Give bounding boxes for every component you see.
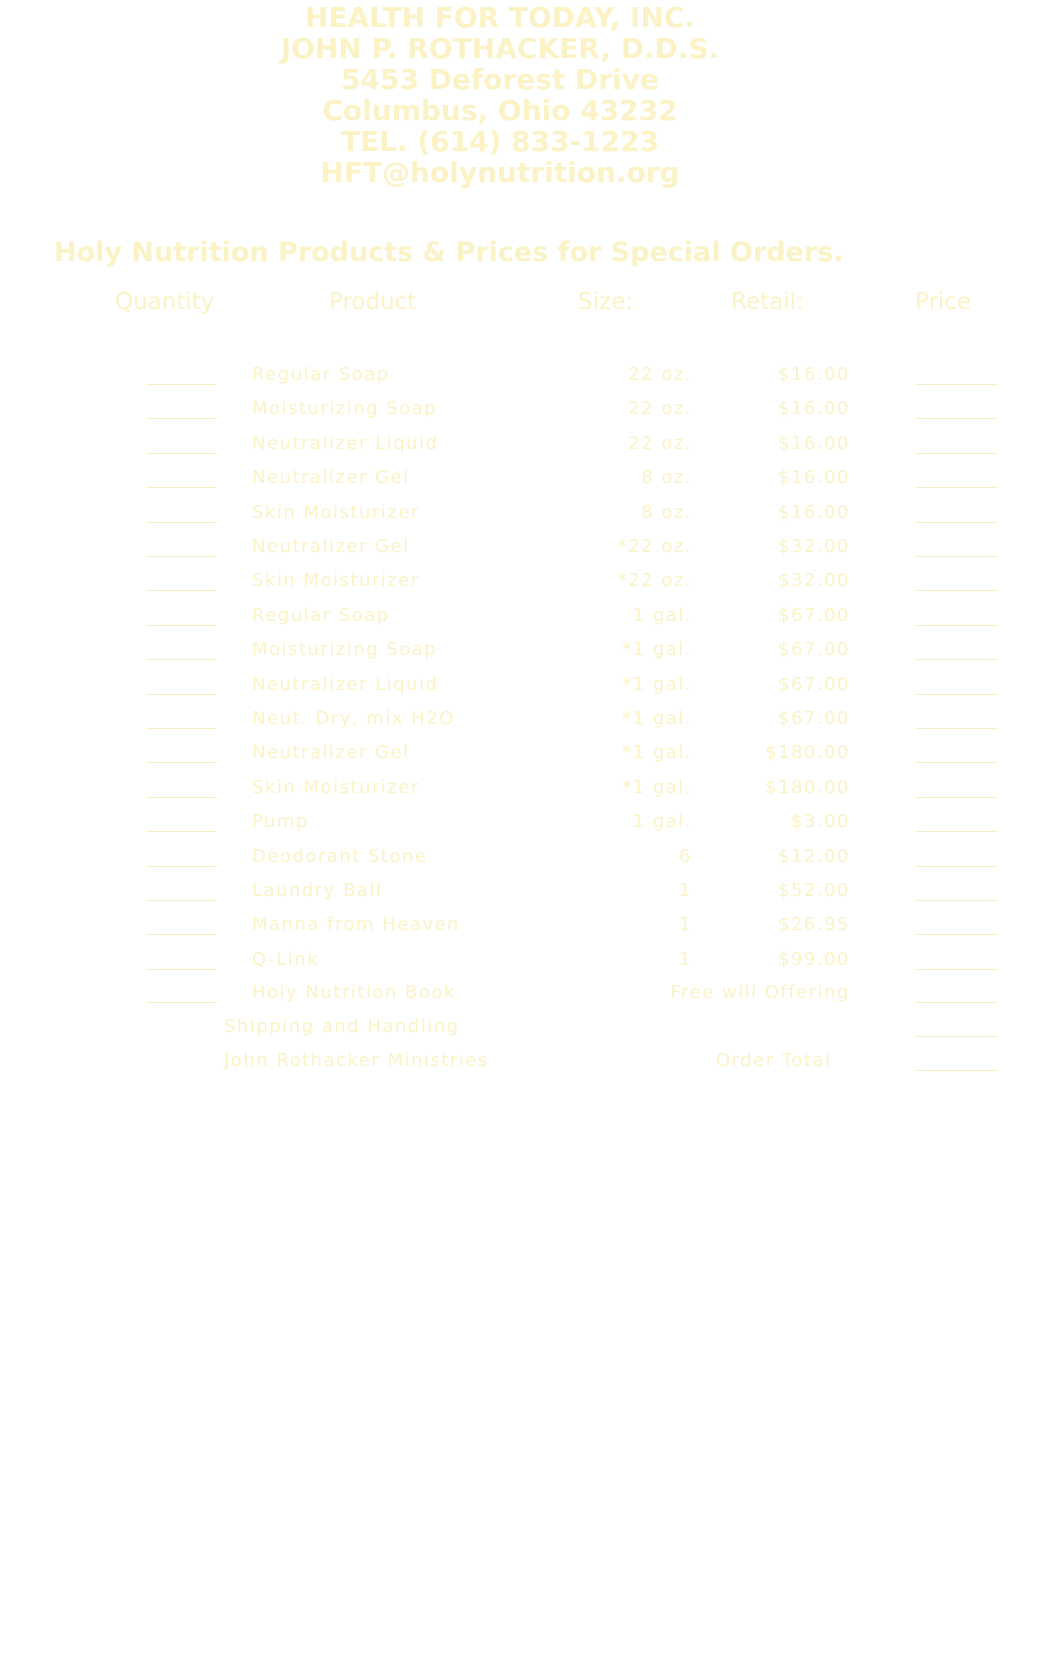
retail-price: $52.00 (778, 880, 850, 901)
quantity-blank[interactable] (146, 418, 216, 419)
retail-price: $32.00 (778, 570, 850, 592)
retail-price: $3.00 (790, 811, 850, 833)
product-name: Neut. Dry, mix H2O (252, 708, 455, 729)
retail-price: $67.00 (778, 639, 850, 661)
quantity-blank[interactable] (146, 1002, 216, 1003)
street-address: 5453 Deforest Drive (341, 63, 659, 96)
product-name: Laundry Ball (252, 880, 383, 901)
product-size: *1 gal. (622, 708, 692, 729)
product-name: Q-Link (252, 948, 320, 970)
product-size: 8 oz. (641, 467, 692, 489)
price-blank[interactable] (916, 866, 998, 867)
ministries-label: John Rothacker Ministries (224, 1050, 489, 1071)
product-name: Holy Nutrition Book (252, 982, 456, 1003)
retail-price: $26.95 (778, 914, 850, 936)
retail-price: $67.00 (778, 604, 850, 626)
product-name: Regular Soap (252, 604, 390, 626)
quantity-blank[interactable] (146, 762, 216, 763)
product-name: Neutralizer Gel (252, 742, 410, 764)
product-name: Neutralizer Liquid (252, 432, 439, 454)
product-name: Neutralizer Gel (252, 467, 410, 489)
product-size: 6 (679, 845, 692, 867)
price-blank[interactable] (916, 522, 998, 523)
product-name: Moisturizing Soap (252, 639, 438, 661)
quantity-blank[interactable] (146, 487, 216, 488)
product-name: Regular Soap (252, 364, 390, 385)
price-blank[interactable] (916, 797, 998, 798)
quantity-blank[interactable] (146, 934, 216, 935)
quantity-header: Quantity (115, 289, 215, 315)
retail-price: $67.00 (778, 673, 850, 695)
price-blank[interactable] (916, 384, 998, 385)
shipping-label: Shipping and Handling (224, 1016, 460, 1037)
quantity-blank[interactable] (146, 797, 216, 798)
quantity-blank[interactable] (146, 900, 216, 901)
retail-price: $32.00 (778, 536, 850, 557)
shipping-price-blank[interactable] (916, 1036, 998, 1037)
city-address: Columbus, Ohio 43232 (322, 94, 678, 127)
order-total-label: Order Total (716, 1050, 832, 1071)
product-name: Skin Moisturizer (252, 570, 420, 592)
quantity-blank[interactable] (146, 659, 216, 660)
product-name: Manna from Heaven (252, 914, 461, 936)
price-blank[interactable] (916, 934, 998, 935)
product-name: Skin Moisturizer (252, 776, 420, 798)
retail-header: Retail: (731, 289, 804, 315)
price-blank[interactable] (916, 590, 998, 591)
quantity-blank[interactable] (146, 556, 216, 557)
retail-price: $16.00 (778, 364, 850, 385)
product-name: Skin Moisturizer (252, 501, 420, 523)
product-name: Pump (252, 811, 309, 833)
product-name: Deodorant Stone (252, 845, 428, 867)
order-form-title: Holy Nutrition Products & Prices for Special Orders. (54, 237, 844, 268)
quantity-blank[interactable] (146, 625, 216, 626)
quantity-blank[interactable] (146, 969, 216, 970)
product-size: *1 gal. (622, 639, 692, 661)
company-name: HEALTH FOR TODAY, INC. (304, 1, 696, 34)
product-size: *1 gal. (622, 673, 692, 695)
product-size: 1 (679, 880, 692, 901)
retail-price: $180.00 (765, 742, 850, 764)
product-size: 22 oz. (628, 432, 692, 454)
retail-price: $180.00 (765, 776, 850, 798)
order-total-blank[interactable] (916, 1070, 998, 1071)
quantity-blank[interactable] (146, 831, 216, 832)
product-size: *22 oz. (617, 570, 692, 592)
price-blank[interactable] (916, 487, 998, 488)
retail-price: $16.00 (778, 432, 850, 454)
quantity-blank[interactable] (146, 522, 216, 523)
product-size: *1 gal. (622, 776, 692, 798)
price-blank[interactable] (916, 1002, 998, 1003)
product-name: Neutralizer Liquid (252, 673, 439, 695)
price-blank[interactable] (916, 556, 998, 557)
quantity-blank[interactable] (146, 694, 216, 695)
product-size: 1 (679, 914, 692, 936)
product-size: *22 oz. (617, 536, 692, 557)
quantity-blank[interactable] (146, 728, 216, 729)
product-size: 1 (679, 948, 692, 970)
product-size: 22 oz. (628, 364, 692, 385)
product-header: Product (329, 289, 417, 315)
product-size: 8 oz. (641, 501, 692, 523)
product-size: *1 gal. (622, 742, 692, 764)
quantity-blank[interactable] (146, 384, 216, 385)
price-blank[interactable] (916, 694, 998, 695)
quantity-blank[interactable] (146, 590, 216, 591)
product-size: 22 oz. (628, 398, 692, 420)
product-name: Neutralizer Gel (252, 536, 410, 557)
retail-price: $12.00 (778, 845, 850, 867)
product-size: 1 gal. (632, 604, 692, 626)
email-address: HFT@holynutrition.org (320, 156, 680, 189)
phone-number: TEL. (614) 833-1223 (340, 125, 660, 158)
price-blank[interactable] (916, 418, 998, 419)
price-blank[interactable] (916, 625, 998, 626)
doctor-name: JOHN P. ROTHACKER, D.D.S. (280, 32, 720, 65)
quantity-blank[interactable] (146, 453, 216, 454)
price-header: Price (915, 289, 972, 315)
price-blank[interactable] (916, 762, 998, 763)
price-blank[interactable] (916, 728, 998, 729)
size-header: Size: (578, 289, 633, 315)
price-blank[interactable] (916, 900, 998, 901)
retail-price: Free will Offering (670, 982, 850, 1003)
product-size: 1 gal. (632, 811, 692, 833)
retail-price: $16.00 (778, 501, 850, 523)
price-blank[interactable] (916, 831, 998, 832)
product-name: Moisturizing Soap (252, 398, 438, 420)
price-blank[interactable] (916, 453, 998, 454)
quantity-blank[interactable] (146, 866, 216, 867)
price-blank[interactable] (916, 659, 998, 660)
retail-price: $67.00 (778, 708, 850, 729)
retail-price: $16.00 (778, 467, 850, 489)
retail-price: $16.00 (778, 398, 850, 420)
retail-price: $99.00 (778, 948, 850, 970)
price-blank[interactable] (916, 969, 998, 970)
